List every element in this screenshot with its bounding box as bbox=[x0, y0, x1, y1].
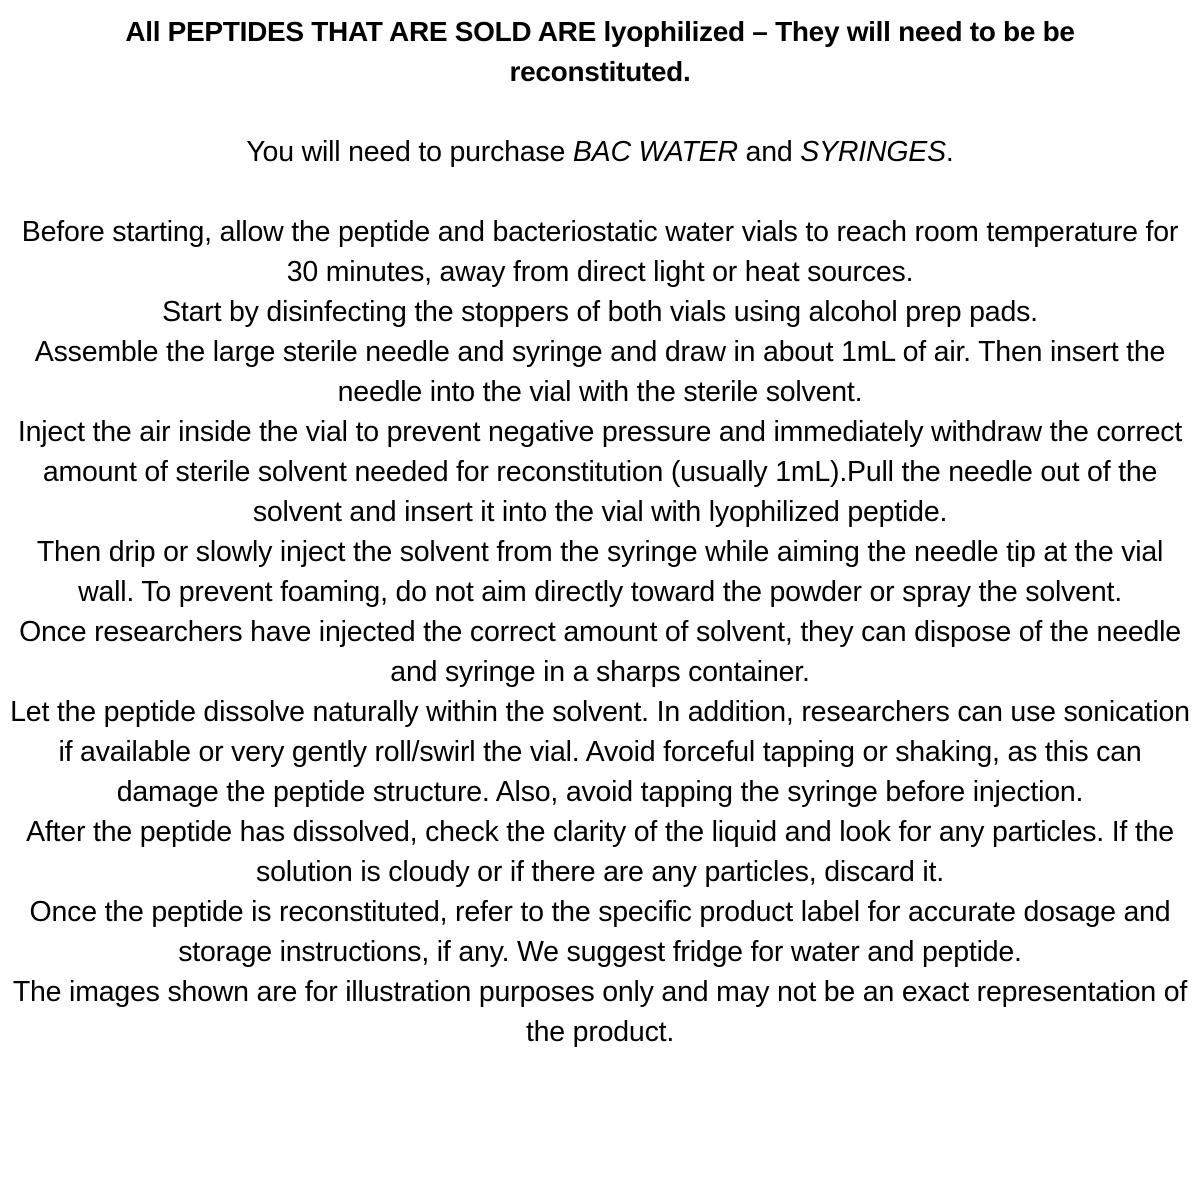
purchase-middle: and bbox=[737, 136, 801, 168]
purchase-suffix: . bbox=[945, 136, 954, 168]
purchase-item-bac-water: BAC WATER bbox=[572, 136, 738, 168]
purchase-item-syringes: SYRINGES bbox=[800, 136, 946, 168]
purchase-note bbox=[10, 132, 1190, 172]
headline bbox=[10, 12, 1190, 92]
document-page bbox=[10, 12, 1190, 1052]
instruction-paragraph: After the peptide has dissolved, check the clarity of the liquid and look for any particles. If the solution is cloudy or if there are any particles, discard it. bbox=[26, 816, 1174, 888]
instruction-paragraph: Let the peptide dissolve naturally within the solvent. In addition, researchers can use sonication if available or very gently roll/swirl the vial. Avoid forceful tapping or shaking, as this can damage the peptide structure. Also, avoid tapping the syringe before injection. bbox=[10, 696, 1190, 808]
instruction-paragraph: Before starting, allow the peptide and bacteriostatic water vials to reach room temperature for 30 minutes, away from direct light or heat sources. bbox=[21, 216, 1179, 288]
instruction-paragraph: The images shown are for illustration purposes only and may not be an exact representation of the product. bbox=[12, 976, 1188, 1048]
instruction-paragraph: Once researchers have injected the correct amount of solvent, they can dispose of the needle and syringe in a sharps container. bbox=[19, 616, 1181, 688]
purchase-prefix: You will need to purchase bbox=[246, 136, 573, 168]
headline-line-2: reconstituted. bbox=[509, 56, 691, 87]
instruction-paragraph: Assemble the large sterile needle and syringe and draw in about 1mL of air. Then insert the needle into the vial with the sterile solvent. bbox=[34, 336, 1166, 408]
instruction-paragraph: Inject the air inside the vial to prevent negative pressure and immediately withdraw the correct amount of sterile solvent needed for reconstitution (usually 1mL).Pull the needle out of the solvent and insert it into the vial with lyophilized peptide. bbox=[17, 416, 1183, 528]
instruction-paragraph: Once the peptide is reconstituted, refer to the specific product label for accurate dosage and storage instructions, if any. We suggest fridge for water and peptide. bbox=[29, 896, 1171, 968]
instructions bbox=[10, 212, 1190, 1052]
headline-line-1: All PEPTIDES THAT ARE SOLD ARE lyophilized – They will need to be be bbox=[125, 16, 1075, 47]
instruction-paragraph: Start by disinfecting the stoppers of both vials using alcohol prep pads. bbox=[162, 296, 1038, 328]
instruction-paragraph: Then drip or slowly inject the solvent from the syringe while aiming the needle tip at the vial wall. To prevent foaming, do not aim directly toward the powder or spray the solvent. bbox=[36, 536, 1164, 608]
